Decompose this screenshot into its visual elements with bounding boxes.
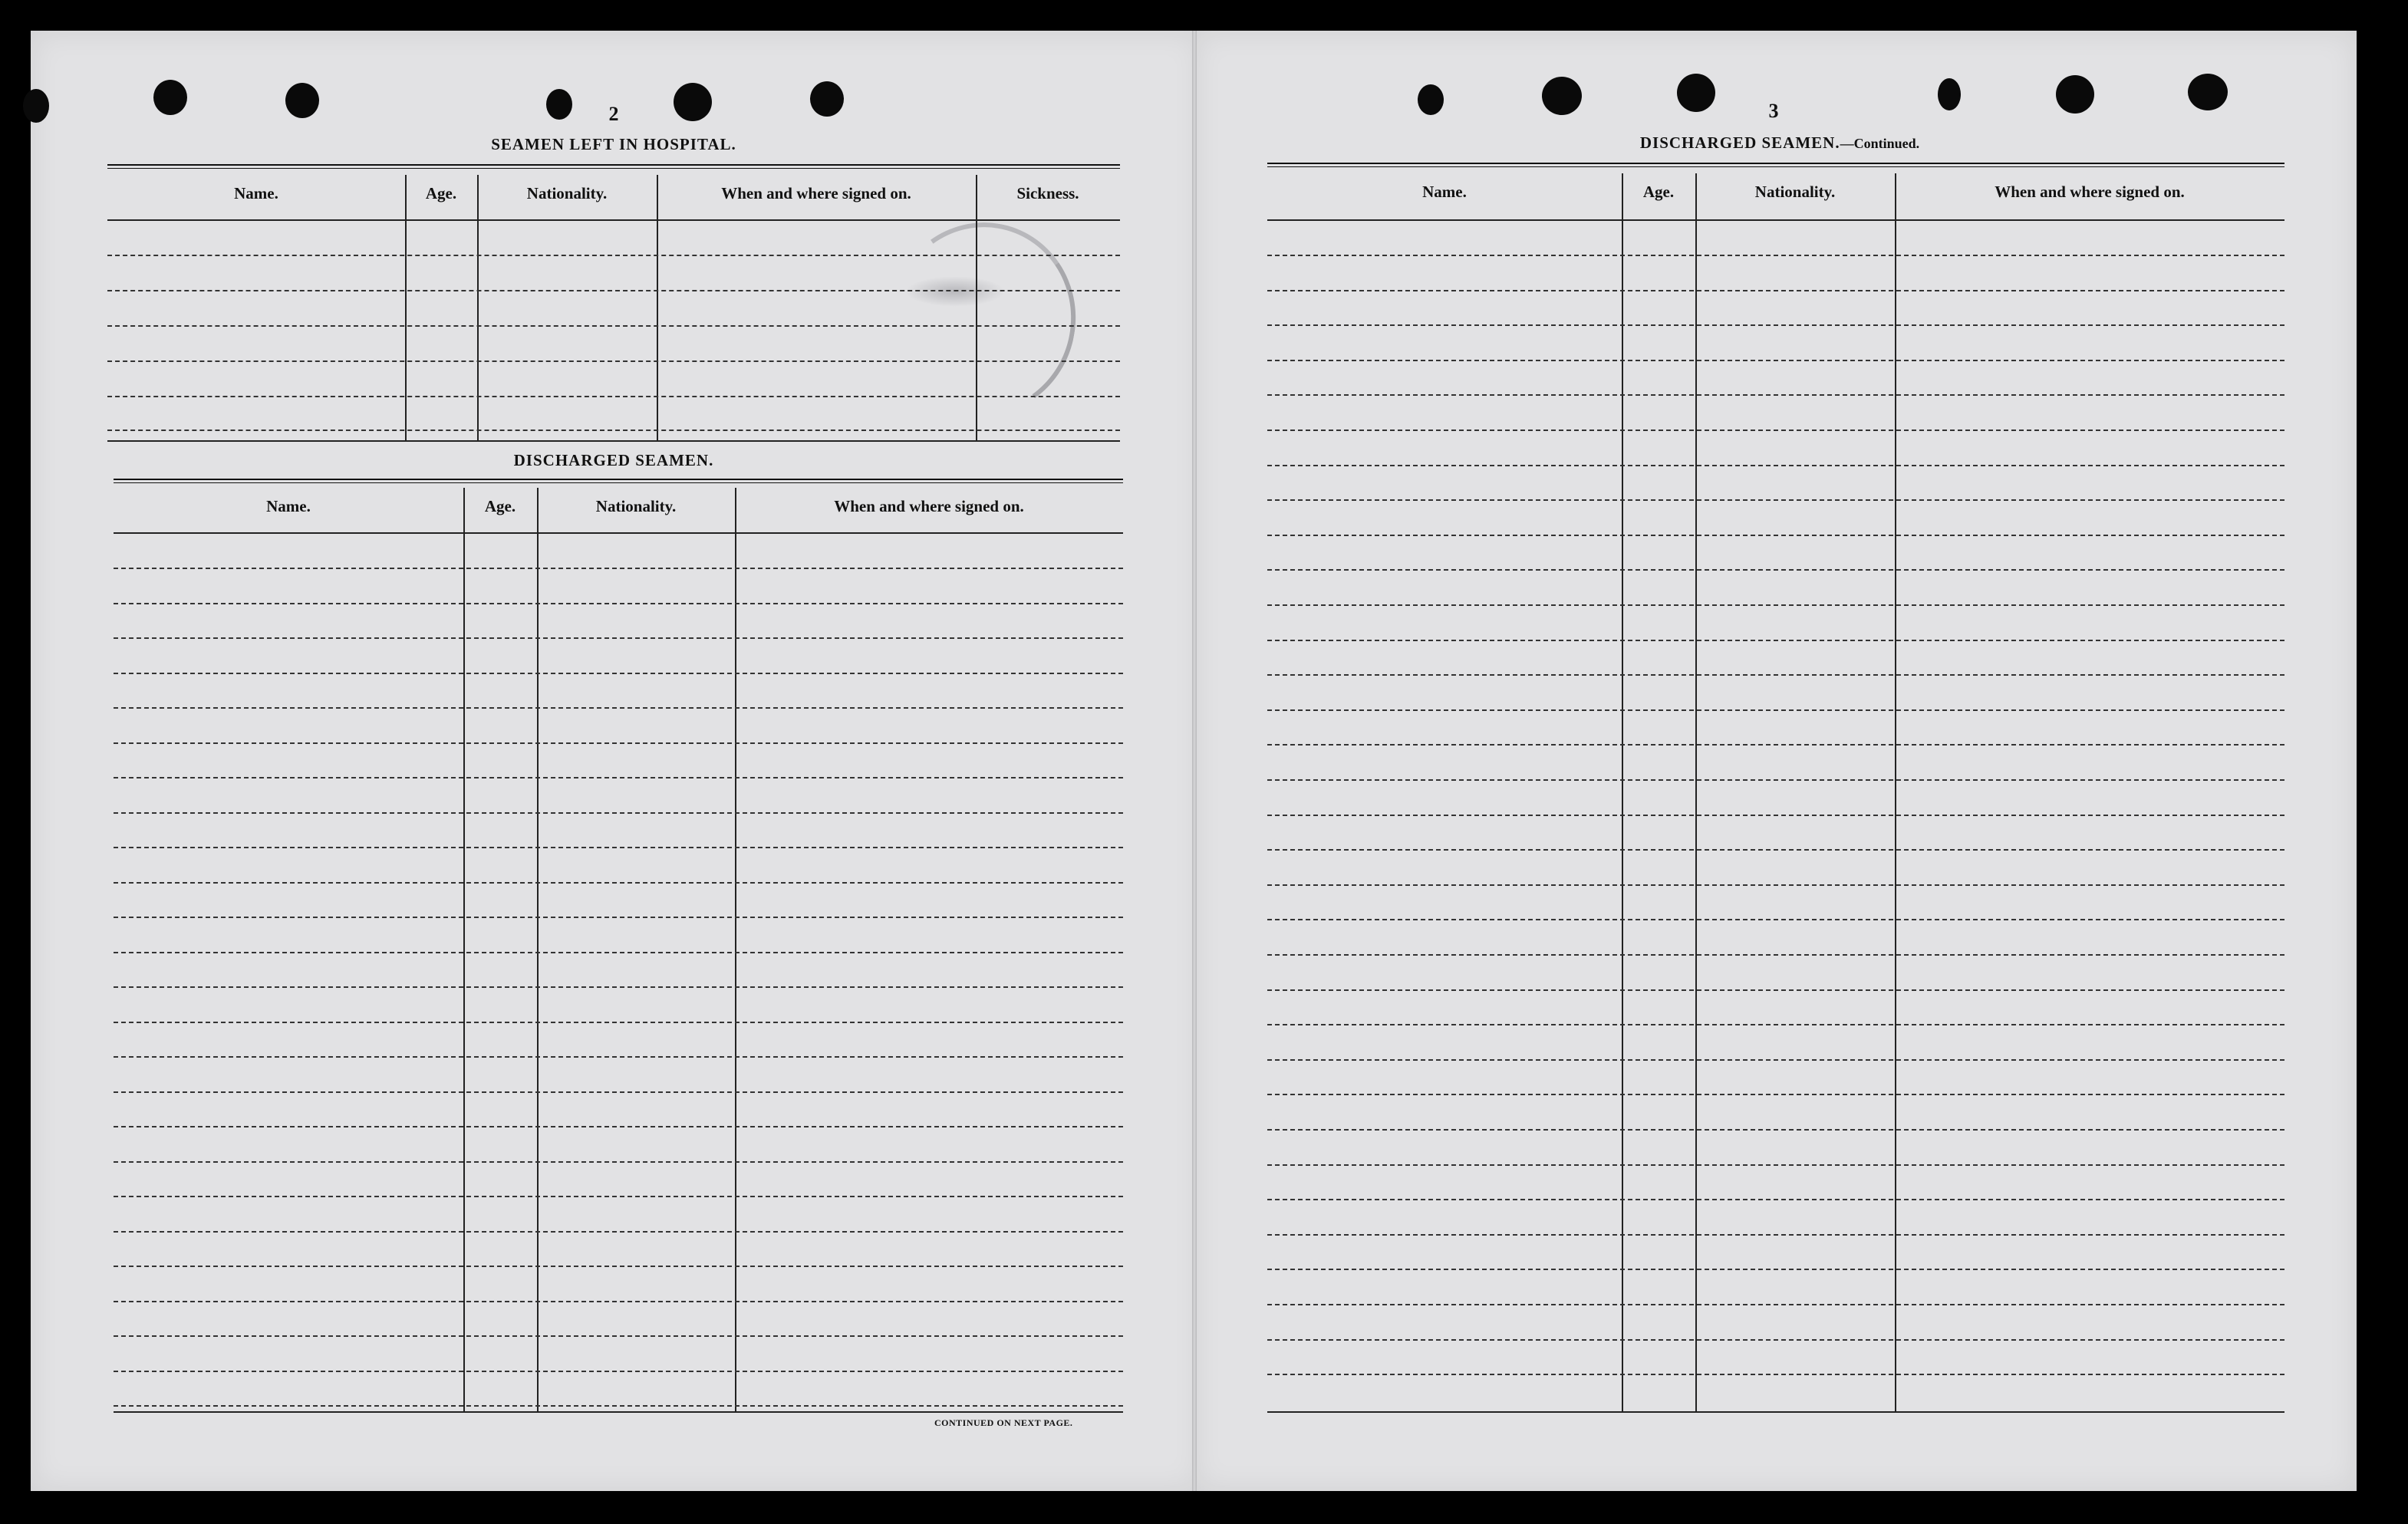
dotted-row-line — [114, 1196, 1123, 1197]
column-header-signed-on: When and where signed on. — [834, 497, 1024, 515]
dotted-row-line — [114, 952, 1123, 953]
column-header-name: Name. — [234, 184, 278, 202]
dotted-row-line — [114, 673, 1123, 674]
column-header-name: Name. — [1422, 183, 1467, 201]
dotted-row-line — [114, 1301, 1123, 1302]
column-header-nationality: Nationality. — [526, 184, 608, 202]
dotted-row-line — [114, 1335, 1123, 1337]
dotted-row-line — [1267, 569, 2284, 571]
punch-hole — [285, 83, 319, 118]
column-header-age: Age. — [425, 184, 457, 202]
dotted-row-line — [1267, 709, 2284, 711]
dotted-row-line — [1267, 360, 2284, 361]
dotted-row-line — [1267, 1269, 2284, 1270]
dotted-row-line — [1267, 954, 2284, 956]
dotted-row-line — [1267, 1234, 2284, 1236]
dotted-row-line — [1267, 884, 2284, 886]
dotted-row-line — [1267, 290, 2284, 291]
dotted-row-line — [1267, 430, 2284, 431]
dotted-row-line — [1267, 919, 2284, 920]
column-header-nationality: Nationality. — [1754, 183, 1836, 201]
dotted-row-line — [114, 707, 1123, 709]
dotted-row-line — [107, 430, 1120, 431]
dotted-row-line — [1267, 1199, 2284, 1200]
dotted-row-line — [1267, 1164, 2284, 1166]
discharged-table-right — [1267, 163, 2284, 1413]
column-header-age: Age. — [1642, 183, 1675, 201]
dotted-row-line — [1267, 1024, 2284, 1025]
dotted-row-line — [1267, 674, 2284, 676]
dotted-row-line — [1267, 255, 2284, 256]
dotted-row-line — [107, 360, 1120, 362]
dotted-row-line — [1267, 849, 2284, 851]
dotted-row-line — [114, 917, 1123, 918]
dotted-row-line — [1267, 324, 2284, 326]
dotted-row-line — [114, 777, 1123, 778]
hospital-table — [107, 164, 1120, 442]
section-title-discharged: DISCHARGED SEAMEN. — [513, 451, 714, 469]
discharged-table-left — [114, 479, 1123, 1413]
dotted-row-line — [114, 1266, 1123, 1267]
dotted-row-line — [1267, 744, 2284, 746]
punch-hole — [1938, 78, 1961, 110]
dotted-row-line — [1267, 499, 2284, 501]
dotted-row-line — [114, 603, 1123, 604]
punch-hole — [2056, 75, 2094, 114]
column-header-sickness: Sickness. — [1016, 184, 1079, 202]
dotted-row-line — [107, 290, 1120, 291]
column-header-signed-on: When and where signed on. — [721, 184, 911, 202]
dotted-row-line — [1267, 1129, 2284, 1131]
page-number: 2 — [608, 103, 619, 125]
dotted-row-line — [1267, 1059, 2284, 1061]
punch-hole — [674, 83, 712, 121]
page-number: 3 — [1768, 100, 1779, 122]
punch-hole — [1542, 77, 1582, 115]
continued-note: CONTINUED ON NEXT PAGE. — [934, 1417, 1073, 1428]
dotted-row-line — [1267, 640, 2284, 641]
dotted-row-line — [1267, 815, 2284, 816]
column-header-signed-on: When and where signed on. — [1995, 183, 2185, 201]
dotted-row-line — [114, 1161, 1123, 1163]
punch-hole — [810, 81, 844, 117]
section-title-text: DISCHARGED SEAMEN. — [1639, 133, 1840, 152]
dotted-row-line — [114, 1405, 1123, 1407]
punch-hole — [1677, 74, 1715, 112]
column-header-nationality: Nationality. — [595, 497, 677, 515]
dotted-row-line — [1267, 1094, 2284, 1095]
dotted-row-line — [114, 1126, 1123, 1127]
dotted-row-line — [114, 1056, 1123, 1058]
section-title-suffix: —Continued. — [1840, 136, 1920, 151]
section-title-discharged-continued — [1542, 133, 2018, 153]
dotted-row-line — [114, 1231, 1123, 1233]
dotted-row-line — [1267, 535, 2284, 536]
dotted-row-line — [114, 1022, 1123, 1023]
dotted-row-line — [114, 1091, 1123, 1093]
dotted-row-line — [114, 882, 1123, 884]
dotted-row-line — [1267, 604, 2284, 606]
dotted-row-line — [114, 812, 1123, 814]
section-title-hospital: SEAMEN LEFT IN HOSPITAL. — [491, 135, 736, 153]
dotted-row-line — [1267, 1374, 2284, 1375]
dotted-row-line — [114, 742, 1123, 744]
dotted-row-line — [1267, 779, 2284, 781]
punch-hole — [153, 80, 187, 115]
dotted-row-line — [1267, 989, 2284, 991]
punch-hole — [23, 89, 49, 123]
dotted-row-line — [107, 255, 1120, 256]
column-header-name: Name. — [266, 497, 311, 515]
punch-hole — [1418, 84, 1444, 115]
punch-hole — [2188, 74, 2228, 110]
dotted-row-line — [1267, 1304, 2284, 1305]
punch-hole — [546, 89, 572, 120]
dotted-row-line — [107, 396, 1120, 397]
dotted-row-line — [1267, 465, 2284, 466]
dotted-row-line — [1267, 394, 2284, 396]
dotted-row-line — [1267, 1339, 2284, 1341]
dotted-row-line — [114, 1371, 1123, 1372]
dotted-row-line — [107, 325, 1120, 327]
dotted-row-line — [114, 568, 1123, 569]
page-fold — [1192, 31, 1197, 1491]
dotted-row-line — [114, 986, 1123, 988]
dotted-row-line — [114, 847, 1123, 848]
column-header-age: Age. — [484, 497, 516, 515]
dotted-row-line — [114, 637, 1123, 639]
